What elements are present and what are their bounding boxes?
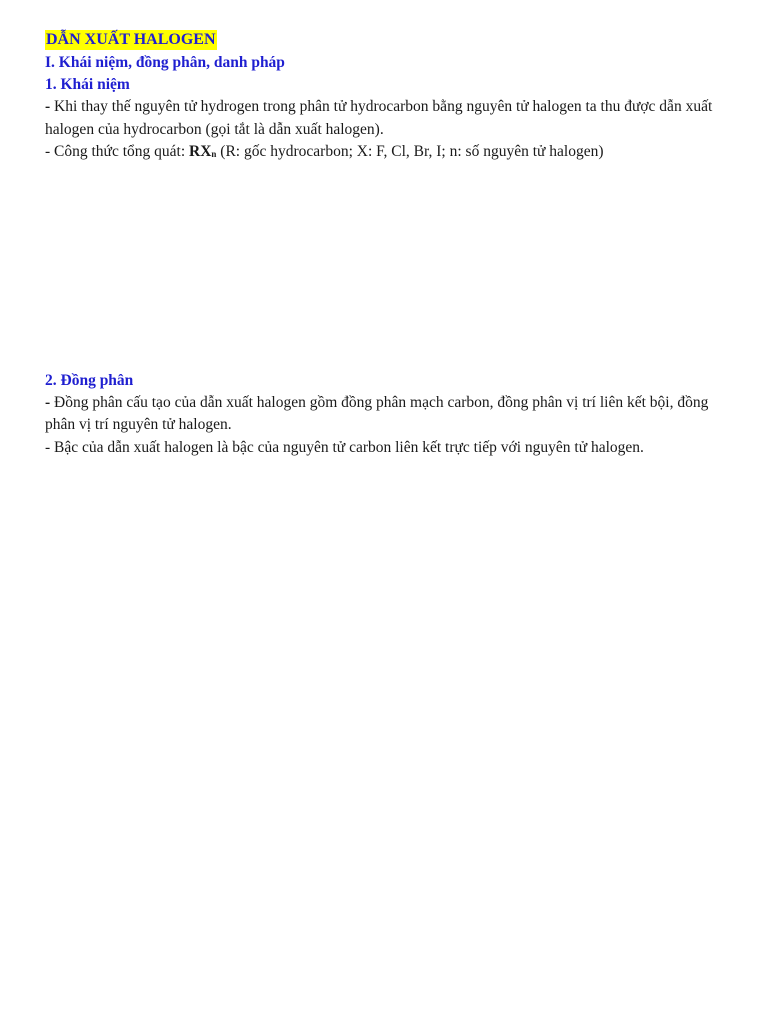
formula-suffix: (R: gốc hydrocarbon; X: F, Cl, Br, I; n: số nguyên tử halogen) <box>216 143 604 160</box>
subsection-heading-isomer: 2. Đồng phân <box>45 371 134 389</box>
isomer-text: Đồng phân cấu tạo của dẫn xuất halogen gồm đồng phân mạch carbon, đồng phân vị trí liên kết bội, đồng phân vị trí nguyên tử halogen. <box>45 393 709 433</box>
document-page <box>45 30 735 459</box>
section-heading: I. Khái niệm, đồng phân, danh pháp <box>45 54 285 71</box>
subsection-heading-concept: 1. Khái niệm <box>45 76 130 93</box>
general-formula-paragraph <box>45 141 735 166</box>
document-title: DẪN XUẤT HALOGEN <box>46 31 216 48</box>
blank-space <box>45 166 735 370</box>
bullet-dash: - <box>45 393 51 411</box>
formula-subscript: n <box>211 149 217 159</box>
concept-paragraph <box>45 96 735 141</box>
degree-paragraph: - Bậc của dẫn xuất halogen là bậc của nguyên tử carbon liên kết trực tiếp với nguyên tử halogen. <box>45 438 644 456</box>
formula-prefix: - Công thức tổng quát: <box>45 143 190 160</box>
bullet-dash: - <box>45 98 51 115</box>
formula-main: RX <box>189 143 212 160</box>
concept-text: Khi thay thế nguyên tử hydrogen trong phân tử hydrocarbon bằng nguyên tử halogen ta thu được dẫn xuất halogen của hydrocarbon (gọi tắt là dẫn xuất halogen). <box>45 98 713 138</box>
isomer-paragraph <box>45 392 735 437</box>
